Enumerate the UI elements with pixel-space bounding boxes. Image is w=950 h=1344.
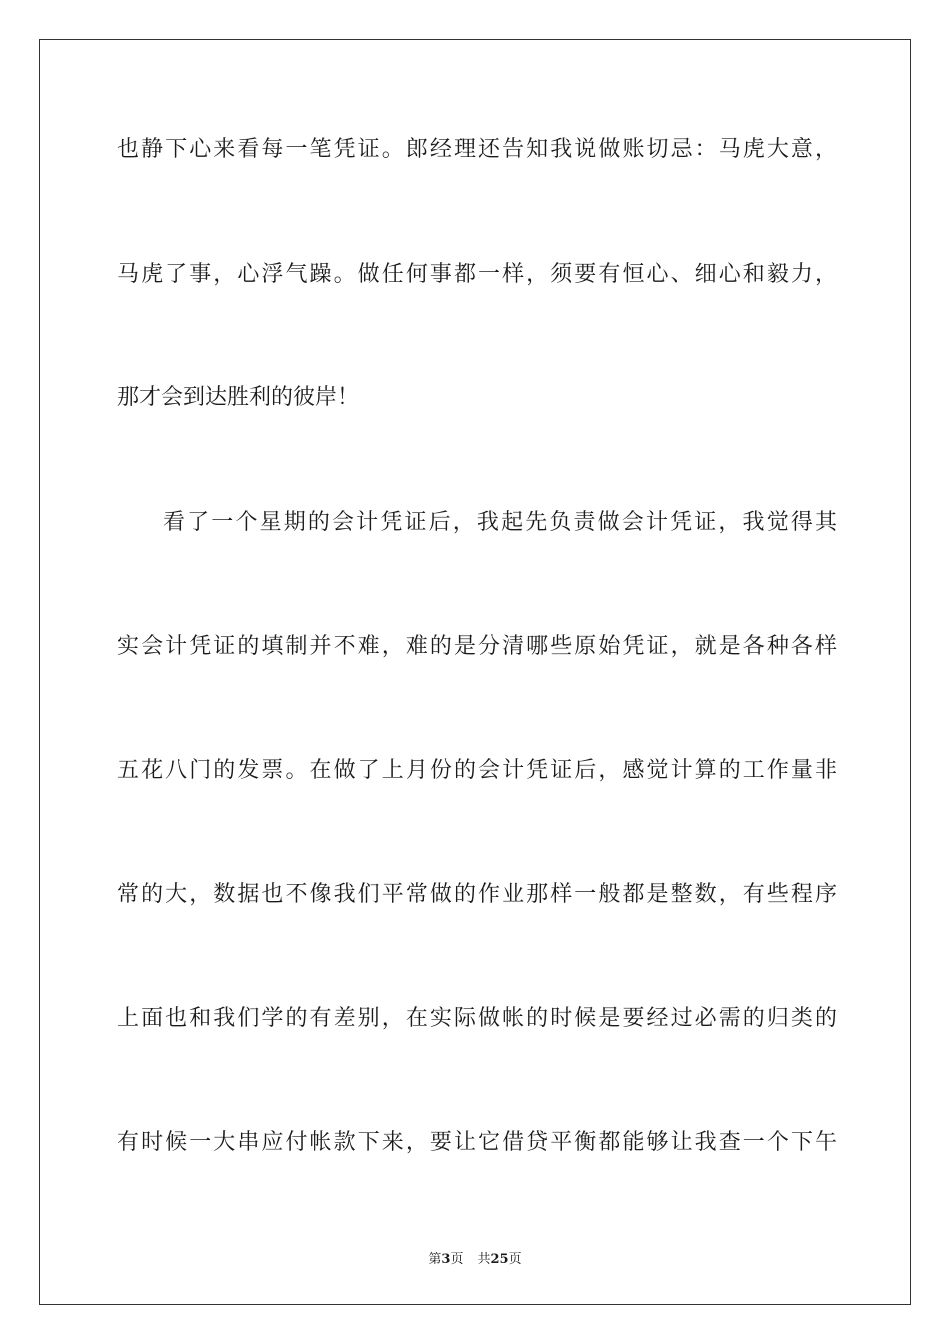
body-text-line-8: 上面也和我们学的有差别，在实际做帐的时候是要经过必需的归类的 [117,1006,837,1031]
body-text-line-4: 看了一个星期的会计凭证后，我起先负责做会计凭证，我觉得其 [163,510,837,535]
page-frame [39,39,911,1305]
footer-page-number: 3 [441,1252,451,1267]
footer-page-suffix: 页 [450,1252,464,1267]
body-text-line-9: 有时候一大串应付帐款下来，要让它借贷平衡都能够让我查一个下午 [117,1130,837,1155]
body-text-line-6: 五花八门的发票。在做了上月份的会计凭证后，感觉计算的工作量非 [117,758,837,783]
footer-total-prefix: 共 [477,1252,491,1267]
body-text-line-2: 马虎了事，心浮气躁。做任何事都一样，须要有恒心、细心和毅力， [117,262,837,287]
body-text-line-5: 实会计凭证的填制并不难，难的是分清哪些原始凭证，就是各种各样 [117,634,837,659]
footer-total-number: 25 [490,1252,509,1267]
body-text-line-3: 那才会到达胜利的彼岸！ [117,385,360,410]
footer-page-prefix: 第 [428,1252,442,1267]
body-text-line-7: 常的大，数据也不像我们平常做的作业那样一般都是整数，有些程序 [117,882,837,907]
footer-total-suffix: 页 [508,1252,522,1267]
page-footer [0,1248,950,1267]
body-text-line-1: 也静下心来看每一笔凭证。郎经理还告知我说做账切忌：马虎大意， [117,137,837,162]
